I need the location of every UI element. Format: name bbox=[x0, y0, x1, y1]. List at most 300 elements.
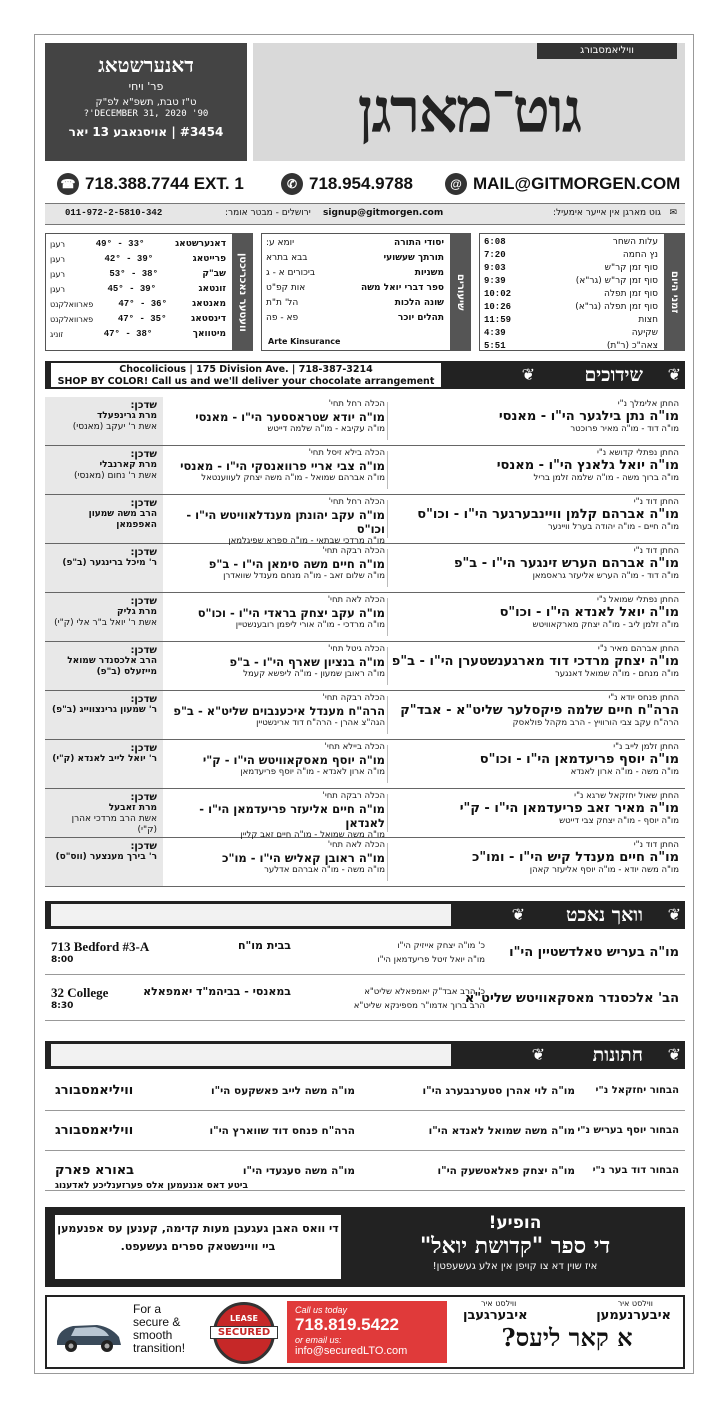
shiur-value: יומא ע: bbox=[266, 238, 295, 248]
chosson-father: מו"ה לוי אהרן סטערנבערג הי"ו bbox=[422, 1085, 575, 1097]
chosson-father: מו"ה אברהם קלמן וויינבערגער הי"ו - וכו"ס bbox=[417, 507, 679, 522]
chosson-block bbox=[391, 644, 679, 680]
shadchan-name: ר' בירך מענצער (ווס"ס) bbox=[55, 852, 157, 862]
column-divider bbox=[387, 843, 388, 881]
column-divider bbox=[387, 647, 388, 685]
zmanim-list bbox=[480, 234, 662, 353]
shadchan-block bbox=[45, 593, 163, 641]
shidduch-row bbox=[45, 789, 685, 838]
kallah-grandfathers: מו"ה אברהם שמואל - מו"ה משה יצחק לעווענטאל bbox=[201, 473, 385, 483]
kallah-grandfathers: מו"ה ארון לאנדא - מו"ה יוסף פריעדמאן bbox=[240, 767, 385, 777]
chosson-grandfathers: מו"ה דוד - מו"ה הערש אליעזר גראסמאן bbox=[532, 571, 679, 581]
shiur-value: בבא בתרא bbox=[266, 253, 308, 263]
chosson-label: החתן דוד נ"י bbox=[633, 497, 679, 507]
shadchan-block bbox=[45, 446, 163, 494]
weather-condition: פארוואלקנט bbox=[50, 315, 94, 324]
kallah-block bbox=[169, 742, 385, 778]
weather-condition: רעגן bbox=[50, 255, 65, 264]
chosson-grandfathers: מו"ה זלמן ליב - מו"ה יצחק מארקאוויטש bbox=[532, 620, 679, 630]
zman-row bbox=[480, 262, 662, 275]
chosson-father: הרה"ח חיים שלמה פיקסלער שליט"א - אבד"ק bbox=[400, 703, 679, 718]
newspaper-logo: גוט־מארגן bbox=[357, 74, 581, 147]
weather-day: זונטאג bbox=[198, 284, 226, 294]
shidduchim-header bbox=[45, 361, 685, 389]
zman-label: עלות השחר bbox=[612, 237, 658, 247]
weather-day: מאנטאג bbox=[192, 299, 226, 309]
zman-row bbox=[480, 327, 662, 340]
weather-row bbox=[46, 327, 230, 342]
wedding-location: וויליאמסבורג bbox=[55, 1123, 134, 1138]
kallah-block bbox=[169, 840, 385, 876]
zman-label: סוף זמן קר"ש (גר"א) bbox=[575, 276, 658, 286]
chocolicious-ad[interactable]: Chocolicious | 175 Division Ave. | 718-387-3214 SHOP BY COLOR! Call us and we'll deliver your chocolate arrangement bbox=[51, 363, 441, 387]
shiur-row bbox=[262, 296, 448, 311]
kallah-father: מו"ה חיים משה סימאן הי"ו - ב"פ bbox=[208, 557, 385, 571]
zman-label: חצות bbox=[638, 315, 658, 325]
chosson-name: הבחור יוסף בעריש נ"י bbox=[577, 1125, 679, 1136]
weather-temp: 47° - 36° bbox=[118, 299, 167, 309]
zman-time: 5:51 bbox=[484, 341, 506, 351]
newspaper-page bbox=[34, 34, 694, 1374]
column-divider bbox=[387, 794, 388, 832]
ad-contact-panel: Call us today 718.819.5422 or email us: info@securedLTO.com bbox=[287, 1301, 447, 1363]
zman-time: 9:39 bbox=[484, 276, 506, 286]
chosson-label: החתן דוד נ"י bbox=[633, 840, 679, 850]
column-divider bbox=[387, 402, 388, 440]
zman-row bbox=[480, 288, 662, 301]
zman-time: 10:02 bbox=[484, 289, 512, 299]
shadchan-name: ר' מיכל ברינגער (ב"פ) bbox=[62, 558, 157, 568]
shadchan-name: ר' שמעון גרינצווייג (ב"פ) bbox=[52, 705, 157, 715]
sponsor-logo: Arte Kinsurance bbox=[268, 337, 341, 346]
chosson-label: החתן זלמן לייב נ"י bbox=[613, 742, 679, 752]
kallah-father: מו"ה בנציון שארף הי"ו - ב"פ bbox=[229, 655, 385, 669]
chosson-label: החתן פנחס יודא נ"י bbox=[608, 693, 679, 703]
chosson-father: מו"ה יצחק מרדכי דוד מארגענשטערן הי"ו - ב"פ bbox=[391, 654, 679, 669]
shiur-value: פא - פה bbox=[266, 313, 299, 323]
column-divider bbox=[387, 696, 388, 734]
shadchan-heading: שדכן: bbox=[130, 694, 157, 705]
day-name: דאנערשטאג bbox=[98, 53, 194, 77]
ornament-icon: ❦ bbox=[667, 905, 681, 924]
shadchan-heading: שדכן: bbox=[130, 645, 157, 656]
shiur-value: ביכורים א - ג bbox=[266, 268, 316, 278]
zman-row bbox=[480, 301, 662, 314]
phone-main[interactable]: ☎ 718.388.7744 EXT. 1 bbox=[57, 169, 244, 199]
shiur-row bbox=[262, 236, 448, 251]
weather-temp: 42° - 39° bbox=[104, 254, 154, 264]
weather-list bbox=[46, 234, 230, 342]
shadchan-block bbox=[45, 740, 163, 788]
kallah-block bbox=[169, 399, 385, 435]
zman-time: 10:26 bbox=[484, 302, 512, 312]
location-block bbox=[51, 985, 291, 1011]
kallah-label: הכלה לאה תחי' bbox=[327, 840, 385, 850]
ornament-icon: ❦ bbox=[667, 365, 681, 384]
kallah-grandfathers: מו"ה משה שמואל - מו"ה חיים זאב קליין bbox=[240, 830, 385, 840]
chosson-father: מו"ה חיים מענדל קיש הי"ו - ומו"כ bbox=[472, 850, 679, 865]
shidduch-row bbox=[45, 642, 685, 691]
chosson-grandfathers: מו"ה חיים - מו"ה יהודה בערל וויינער bbox=[547, 522, 679, 532]
chosson-father: מו"ה יואל לאנדא הי"ו - וכו"ס bbox=[499, 605, 679, 620]
shiurim-side-label: שיעורים bbox=[450, 234, 470, 350]
host-line1: כ' מו"ה יצחק אייזיק הי"ו bbox=[397, 941, 485, 951]
zman-label: צאה"כ (ר"ת) bbox=[606, 341, 658, 351]
vach-nacht-row bbox=[45, 981, 685, 1021]
chosson-grandfathers: מו"ה יוסף - מו"ה יצחק צבי דייטש bbox=[559, 816, 679, 826]
chosson-block bbox=[391, 693, 679, 729]
shidduchim-title: שידוכים bbox=[584, 364, 643, 386]
mobile-phone-icon: ✆ bbox=[281, 173, 303, 195]
ornament-icon: ❦ bbox=[511, 905, 525, 924]
chasuna-row bbox=[45, 1155, 685, 1191]
weather-row bbox=[46, 312, 230, 327]
shadchan-heading: שדכן: bbox=[130, 449, 157, 460]
signup-label: גוט מארגן אין אייער אימעיל: bbox=[553, 208, 661, 218]
weather-box bbox=[45, 233, 253, 351]
signup-bar bbox=[45, 203, 685, 225]
envelope-icon: ✉ bbox=[669, 208, 677, 218]
shadchan-sub: אשת הרב מרדכי אהרן (ק"י) bbox=[71, 814, 157, 835]
location-address: 32 College bbox=[51, 985, 109, 1000]
kallah-father: מו"ה צבי אריי פרוואנסקי הי"ו - מאנסי bbox=[180, 459, 385, 473]
shidduch-row bbox=[45, 495, 685, 544]
chasuna-row bbox=[45, 1075, 685, 1111]
kallah-grandfathers: מו"ה משה - מו"ה אברהם אדלער bbox=[264, 865, 385, 875]
ornament-icon: ❦ bbox=[521, 365, 535, 384]
event-time: 8:30 bbox=[51, 1001, 74, 1011]
kallah-father: מו"ה יודא שטראססער הי"ו - מאנסי bbox=[195, 410, 385, 424]
kallah-label: הכלה גיטל תחי' bbox=[328, 644, 385, 654]
shadchan-block bbox=[45, 544, 163, 592]
shidduch-row bbox=[45, 446, 685, 495]
location-address: 713 Bedford #3-A bbox=[51, 939, 150, 954]
location-line bbox=[51, 985, 291, 1001]
kallah-father: מו"ה עקב יצחק בראדי הי"ו - וכו"ס bbox=[197, 606, 385, 620]
chosson-block bbox=[391, 742, 679, 778]
column-divider bbox=[387, 451, 388, 489]
kallah-label: הכלה רחל תחי' bbox=[328, 497, 385, 507]
promo-subtitle: איז שוין דא צו קויפן אין אלע געשעפטן! bbox=[432, 1261, 598, 1272]
shadchan-heading: שדכן: bbox=[130, 400, 157, 411]
header-blank-panel bbox=[51, 904, 451, 926]
email-icon: @ bbox=[445, 173, 467, 195]
kallah-label: הכלה רבקה תחי' bbox=[322, 791, 385, 801]
shidduch-row bbox=[45, 740, 685, 789]
shiur-row bbox=[262, 266, 448, 281]
ornament-icon: ❦ bbox=[667, 1045, 681, 1064]
host-block bbox=[295, 939, 485, 967]
host-block bbox=[295, 985, 485, 1013]
location-line bbox=[51, 939, 291, 955]
chosson-father: מו"ה יצחק פאלאטשעק הי"ו bbox=[437, 1165, 575, 1177]
zman-row bbox=[480, 275, 662, 288]
weather-row bbox=[46, 297, 230, 312]
kallah-block bbox=[169, 644, 385, 680]
shiurim-box bbox=[261, 233, 471, 351]
column-divider bbox=[387, 549, 388, 587]
weather-temp: 47° - 38° bbox=[103, 329, 153, 339]
kallah-father: מו"ה משה לייב פאשקעס הי"ו bbox=[211, 1085, 355, 1097]
kallah-grandfathers: מו"ה מרדכי שבתאי - מו"ה ספרא שפיגלמאן bbox=[228, 536, 385, 546]
ornament-icon: ❦ bbox=[531, 1045, 545, 1064]
kallah-block bbox=[169, 595, 385, 631]
shadchan-block bbox=[45, 691, 163, 739]
ad-email[interactable]: info@securedLTO.com bbox=[295, 1345, 408, 1357]
kallah-block bbox=[169, 791, 385, 841]
chosson-father: מו"ה משה שמואל לאנדא הי"ו bbox=[428, 1125, 575, 1137]
weather-condition: פארוואלקנט bbox=[50, 300, 94, 309]
shadchan-block bbox=[45, 397, 163, 445]
shadchan-name: מרת זאבעל bbox=[108, 803, 157, 813]
kallah-father: הרה"ח פנחס דוד שווארץ הי"ו bbox=[209, 1125, 355, 1137]
secured-lease-ad[interactable] bbox=[45, 1295, 685, 1369]
chosson-name: מו"ה בעריש טאלדשטיין הי"ו bbox=[509, 945, 679, 960]
weather-condition: רעגן bbox=[50, 270, 65, 279]
kallah-father: מו"ה ראובן קאליש הי"ו - מו"כ bbox=[221, 851, 385, 865]
shadchan-sub: אשת ר' יואל ב"ר אלי (ק"י) bbox=[54, 618, 157, 628]
zmanim-box bbox=[479, 233, 685, 351]
shiur-value: הל' ת"ת bbox=[266, 298, 299, 308]
shiurim-list bbox=[262, 234, 448, 326]
wedding-location: באורא פארק bbox=[55, 1163, 135, 1178]
weather-condition: רעגן bbox=[50, 285, 66, 294]
zmanim-side-label: זמני היום bbox=[664, 234, 684, 350]
chosson-block bbox=[391, 448, 679, 484]
zman-time: 7:20 bbox=[484, 250, 506, 260]
chosson-block bbox=[391, 399, 679, 435]
phone-secondary[interactable]: ✆ 718.954.9788 bbox=[281, 169, 413, 199]
shidduch-row bbox=[45, 691, 685, 740]
shidduch-row bbox=[45, 544, 685, 593]
chosson-name: הבחור דוד בער נ"י bbox=[592, 1165, 679, 1176]
telephone-icon: ☎ bbox=[57, 173, 79, 195]
personal-invite-note: ביטע דאס אננעמען אלס פערזענליכע לאדענוג bbox=[55, 1181, 248, 1191]
kallah-father: מו"ה משה סעגעדי הי"ו bbox=[242, 1165, 355, 1177]
weather-temp: 47° - 35° bbox=[117, 314, 167, 324]
shadchan-block bbox=[45, 838, 163, 886]
chosson-block bbox=[391, 497, 679, 533]
host-line2: מו"ה יואל זיטל פריעדמאן הי"ו bbox=[377, 955, 485, 965]
chosson-block bbox=[391, 791, 679, 827]
shadchan-name: מרת גליק bbox=[117, 607, 157, 617]
jerusalem-phone[interactable]: 011-972-2-5810-342 bbox=[65, 208, 163, 218]
masthead-logo bbox=[253, 43, 685, 161]
zman-row bbox=[480, 340, 662, 353]
kallah-label: הכלה רבקה תחי' bbox=[322, 693, 385, 703]
shadchan-name: מרת גרינפעלד bbox=[96, 411, 157, 421]
column-divider bbox=[387, 745, 388, 783]
weather-temp: 45° - 39° bbox=[107, 284, 157, 294]
english-date: DECEMBER 31, 2020 '90'? bbox=[83, 109, 209, 119]
secured-badge-logo: LEASE SECURED bbox=[213, 1302, 275, 1364]
weather-row bbox=[46, 282, 230, 297]
parsha: פר' ויחי bbox=[128, 80, 164, 93]
weather-temp: 49° - 33° bbox=[95, 239, 145, 249]
kallah-grandfathers: מו"ה עקיבא - מו"ה שלמה דייטש bbox=[267, 424, 385, 434]
shiur-label: שונה הלכות bbox=[394, 298, 444, 308]
vach-nacht-title: וואך נאכט bbox=[565, 904, 643, 926]
zman-label: סוף זמן תפלה (גר"א) bbox=[575, 302, 658, 312]
kallah-label: הכלה ביילא תחי' bbox=[324, 742, 385, 752]
zman-label: נץ החמה bbox=[622, 250, 658, 260]
jerusalem-label: ירושלים - מבטר אומר: bbox=[225, 208, 311, 218]
event-time: 8:00 bbox=[51, 955, 74, 965]
chosson-grandfathers: הרה"ח עקב צבי הורוויץ - הרב מקהל פולאסק bbox=[512, 718, 679, 728]
chosson-label: החתן אברהם מאיר נ"י bbox=[597, 644, 679, 654]
weather-side-label: וועטער נאכריכטן bbox=[232, 234, 252, 350]
zman-row bbox=[480, 249, 662, 262]
shiur-label: תהלים יוכר bbox=[397, 313, 444, 323]
chosson-father: מו"ה נתן בילגער הי"ו - מאנסי bbox=[498, 409, 679, 424]
kallah-father: מו"ה עקב יהונתן מענדלאוויטש הי"ו - וכו"ס bbox=[186, 508, 385, 536]
promo-headline: הופיע! bbox=[488, 1213, 542, 1233]
vach-nacht-row bbox=[45, 935, 685, 975]
weather-condition: זוניג bbox=[50, 330, 64, 339]
shadchan-name: מרת קארנבלי bbox=[99, 460, 157, 470]
column-divider bbox=[387, 500, 388, 538]
kallah-father: הרה"ח מענדל איכענבוים שליט"א - ב"פ bbox=[173, 704, 385, 718]
chosson-grandfathers: מו"ה ברוך משה - מו"ה שלמה זלמן בריל bbox=[533, 473, 679, 483]
shadchan-block bbox=[45, 642, 163, 690]
contact-bar bbox=[45, 169, 685, 199]
kallah-block bbox=[169, 546, 385, 582]
chosson-label: החתן אלימלך נ"י bbox=[617, 399, 679, 409]
kallah-father: מו"ה חיים אליעזר פריעדמאן הי"ו - לאנדאן bbox=[199, 802, 385, 830]
zman-time: 4:39 bbox=[484, 328, 506, 338]
weather-row bbox=[46, 252, 230, 267]
shadchan-sub: אשת ר' יעקב (מאנסי) bbox=[72, 422, 157, 432]
shadchan-heading: שדכן: bbox=[130, 792, 157, 803]
shadchan-block bbox=[45, 495, 163, 543]
hebrew-date: ט"ז טבת, תשפ"א לפ"ק bbox=[95, 97, 197, 108]
weather-day: שב"ק bbox=[202, 269, 226, 279]
promo-headline-area bbox=[355, 1213, 675, 1272]
signup-email[interactable]: signup@gitmorgen.com bbox=[323, 208, 444, 218]
weather-row bbox=[46, 237, 230, 252]
weather-day: מיטוואך bbox=[192, 329, 226, 339]
vach-nacht-header bbox=[45, 901, 685, 929]
zman-time: 6:08 bbox=[484, 237, 506, 247]
shidduch-row bbox=[45, 397, 685, 446]
ad-phone[interactable]: 718.819.5422 bbox=[295, 1315, 399, 1334]
kallah-block bbox=[169, 693, 385, 729]
promo-book-title: די ספר "קדושת יואל" bbox=[419, 1233, 611, 1259]
shadchan-heading: שדכן: bbox=[130, 841, 157, 852]
chosson-grandfathers: מו"ה משה יודא - מו"ה יוסף אליעזר קאהן bbox=[529, 865, 679, 875]
kallah-block bbox=[169, 448, 385, 484]
weather-condition: רעגן bbox=[50, 240, 65, 249]
kallah-grandfathers: הגה"צ אהרן - הרה"ח דוד ארינשטיין bbox=[256, 718, 385, 728]
shiur-label: משניות bbox=[414, 268, 444, 278]
kallah-label: הכלה בילא זיסל תחי' bbox=[308, 448, 385, 458]
zman-label: שקיעה bbox=[631, 328, 658, 338]
shiur-row bbox=[262, 251, 448, 266]
shiur-row bbox=[262, 281, 448, 296]
chosson-name: הבחור יחזקאל נ"י bbox=[595, 1085, 679, 1096]
shiur-label: יסודי התורה bbox=[394, 238, 444, 248]
kallah-label: הכלה רבקה תחי' bbox=[322, 546, 385, 556]
zman-time: 11:59 bbox=[484, 315, 512, 325]
shadchan-heading: שדכן: bbox=[130, 596, 157, 607]
chosson-father: מו"ה מאיר זאב פריעדמאן הי"ו - ק"י bbox=[459, 801, 679, 816]
chosson-grandfathers: מו"ה מנחם - מו"ה שמואל דאנגער bbox=[554, 669, 679, 679]
chasunos-header bbox=[45, 1041, 685, 1069]
ad-hebrew-text: ווילסט איר ווילסט איר איבערנעמען איבערגעבן א קאר ליעס? bbox=[463, 1299, 671, 1352]
chosson-label: החתן נפתלי קדושא נ"י bbox=[596, 448, 679, 458]
chosson-label: החתן נפתלי שמואל נ"י bbox=[597, 595, 679, 605]
chosson-grandfathers: מו"ה דוד - מו"ה מאיר פרוכטר bbox=[570, 424, 679, 434]
host-line2: הרב ברוך אדמו"ר מספינקא שליט"א bbox=[353, 1001, 485, 1011]
issue-number: #3454 | אויסגאבע 13 יאר bbox=[68, 125, 224, 139]
edition-tag: וויליאמסבורג bbox=[537, 43, 677, 59]
host-line1: כ' הרב אבד"ק יאמפאלא שליט"א bbox=[364, 987, 485, 997]
weather-row bbox=[46, 267, 230, 282]
weather-day: דאנערשטאג bbox=[175, 239, 226, 249]
shiur-label: תורתך שעשועי bbox=[383, 253, 444, 263]
weather-day: דינסטאג bbox=[191, 314, 226, 324]
weather-day: פרייטאג bbox=[192, 254, 226, 264]
chosson-name: הב' אלכסנדר מאסקאוויטש שליט"א bbox=[464, 991, 679, 1006]
wedding-location: וויליאמסבורג bbox=[55, 1083, 134, 1098]
shiur-value: אות קפ"ט bbox=[266, 283, 306, 293]
promo-notice-box: די וואס האבן געגעבן מעות קדימה, קענען עס אפנעמען ביי וויינשטאק ספרים געשעפט. bbox=[53, 1213, 343, 1281]
chosson-block bbox=[391, 595, 679, 631]
zman-row bbox=[480, 236, 662, 249]
chosson-label: החתן שאול יחזקאל שרגא נ"י bbox=[574, 791, 679, 801]
kallah-label: הכלה רחל תחי' bbox=[328, 399, 385, 409]
shadchan-name: הרב אלכסנדר שמואל מייזעלס (ב"פ) bbox=[67, 656, 157, 677]
kallah-father: מו"ה יוסף מאסקאוויטש הי"ו - ק"י bbox=[202, 753, 385, 767]
kallah-block bbox=[169, 497, 385, 547]
shadchan-heading: שדכן: bbox=[130, 743, 157, 754]
shidduch-row bbox=[45, 593, 685, 642]
zman-label: סוף זמן תפלה bbox=[604, 289, 658, 299]
zman-row bbox=[480, 314, 662, 327]
kallah-grandfathers: מו"ה מרדכי - מו"ה אורי ליפמן רובענשטיין bbox=[235, 620, 385, 630]
header-blank-panel bbox=[51, 1044, 451, 1066]
email-contact[interactable]: @ MAIL@GITMORGEN.COM bbox=[445, 169, 680, 199]
shiur-label: ספר דברי יואל משה bbox=[361, 283, 444, 293]
chosson-father: מו"ה אברהם הערש זינגער הי"ו - ב"פ bbox=[453, 556, 679, 571]
chosson-label: החתן דוד נ"י bbox=[633, 546, 679, 556]
shadchan-block bbox=[45, 789, 163, 837]
column-divider bbox=[387, 598, 388, 636]
chosson-block bbox=[391, 840, 679, 876]
zman-label: סוף זמן קר"ש bbox=[604, 263, 658, 273]
location-hebrew: בבית מו"ח bbox=[237, 939, 291, 952]
shadchan-heading: שדכן: bbox=[130, 547, 157, 558]
car-icon bbox=[53, 1311, 125, 1355]
chosson-father: מו"ה יואל גלאנץ הי"ו - מאנסי bbox=[496, 458, 679, 473]
shadchan-name: הרב משה שמעון האפפמאן bbox=[88, 509, 157, 530]
chosson-father: מו"ה יוסף פריעדמאן הי"ו - וכו"ס bbox=[479, 752, 679, 767]
weather-temp: 53° - 38° bbox=[109, 269, 158, 279]
kallah-grandfathers: מו"ה שלום זאב - מו"ה מנחם מענדל שוואדרן bbox=[223, 571, 385, 581]
kallah-label: הכלה לאה תחי' bbox=[327, 595, 385, 605]
kallah-grandfathers: מו"ה ראובן שמעון - מו"ה ליפשא קעמל bbox=[243, 669, 385, 679]
chasunos-title: חתונות bbox=[592, 1044, 643, 1066]
location-block bbox=[51, 939, 291, 965]
shadchan-sub: אשת ר' נחום (מאנסי) bbox=[74, 471, 157, 481]
chosson-block bbox=[391, 546, 679, 582]
zman-time: 9:03 bbox=[484, 263, 506, 273]
sefer-promo bbox=[45, 1207, 685, 1287]
shadchan-heading: שדכן: bbox=[130, 498, 157, 509]
chasuna-row bbox=[45, 1115, 685, 1151]
location-hebrew: במאנסי - בביהמ"ד יאמפאלא bbox=[143, 985, 291, 998]
shidduch-row bbox=[45, 838, 685, 887]
